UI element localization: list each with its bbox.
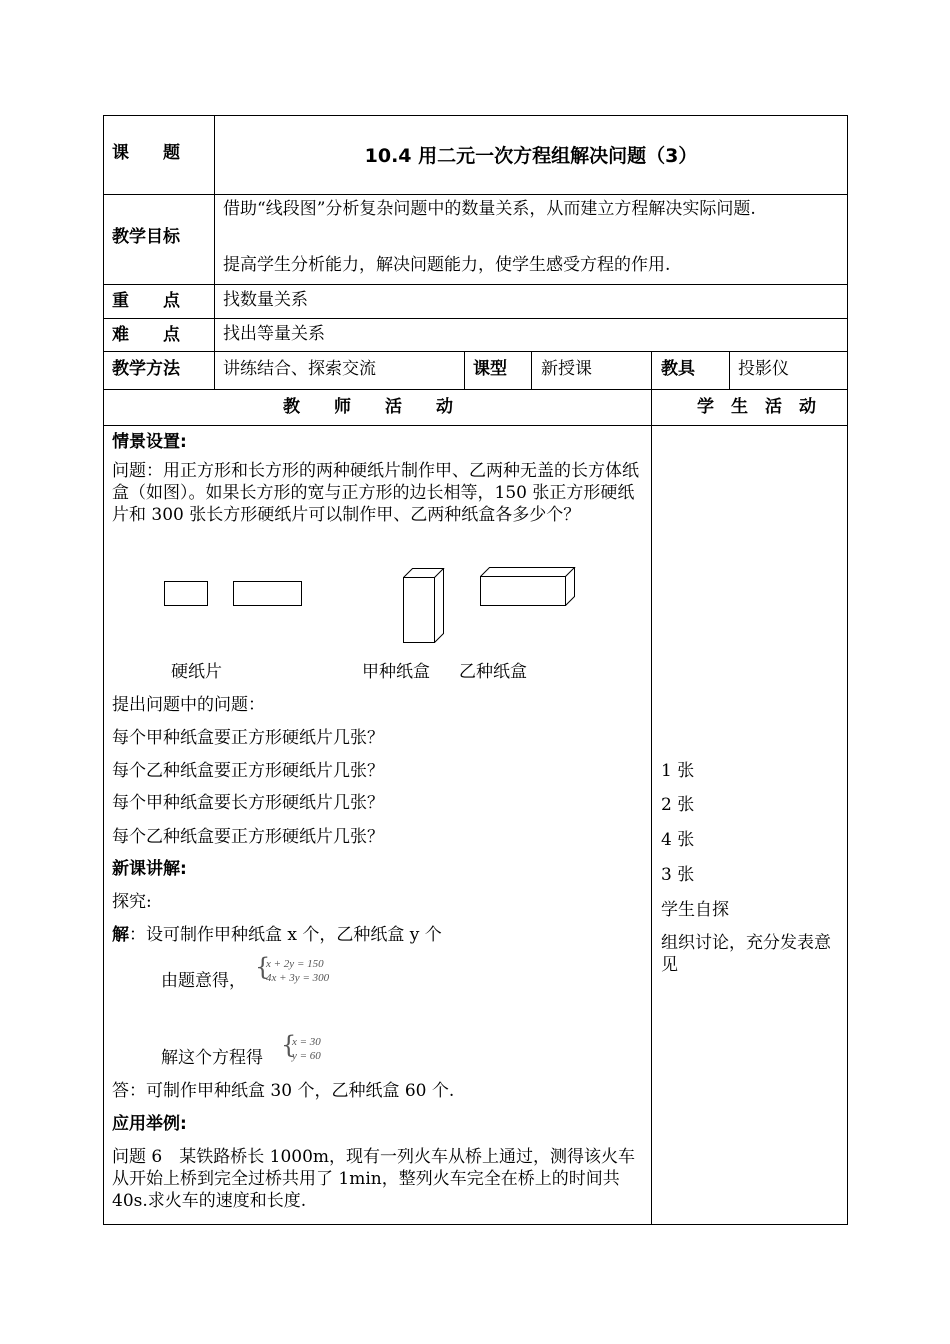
square-card — [165, 582, 208, 606]
solve-label: 解 — [112, 925, 129, 945]
application-heading: 应用举例: — [112, 1114, 187, 1134]
table-border — [464, 351, 465, 390]
rectangle-card — [234, 582, 302, 606]
equation-brace: { — [255, 953, 271, 981]
solution-line — [112, 924, 442, 946]
figure-label-box-a: 甲种纸盒 — [362, 662, 430, 682]
student-answer-4: 3 张 — [661, 865, 695, 885]
table-border — [847, 115, 848, 1225]
table-border — [214, 115, 215, 390]
difficulty-label: 难 点 — [112, 325, 180, 345]
table-border — [103, 425, 848, 426]
equation-1: x + 2y = 150 — [266, 958, 324, 970]
new-lesson-heading: 新课讲解: — [112, 859, 187, 879]
scene-heading: 情景设置: — [112, 432, 187, 452]
goal-label: 教学目标 — [112, 227, 180, 247]
solve-text: ：设可制作甲种纸盒 x 个，乙种纸盒 y 个 — [129, 925, 442, 945]
type-value: 新授课 — [541, 359, 592, 379]
student-self-explore: 学生自探 — [661, 900, 729, 920]
figure-label-cards: 硬纸片 — [171, 662, 222, 682]
box-a-figure — [404, 569, 444, 643]
topic-label: 课 题 — [112, 143, 180, 163]
student-answer-1: 1 张 — [661, 761, 695, 781]
key-value: 找数量关系 — [223, 290, 308, 310]
equation-2: 4x + 3y = 300 — [266, 972, 330, 984]
explore-label: 探究: — [112, 892, 152, 912]
key-label: 重 点 — [112, 291, 180, 311]
question-3: 每个甲种纸盒要长方形硬纸片几张？ — [112, 793, 384, 813]
tool-value: 投影仪 — [738, 359, 789, 379]
type-label: 课型 — [473, 359, 507, 379]
problem-text: 问题：用正方形和长方形的两种硬纸片制作甲、乙两种无盖的长方体纸盒（如图）。如果长方形的宽与正方形的边长相等，150 张正方形硬纸片和 300 张长方形硬纸片可以制作甲、乙两种纸盒各多少个？ — [112, 461, 639, 525]
tool-label: 教具 — [661, 359, 695, 379]
table-border — [103, 1224, 848, 1225]
solution-2: y = 60 — [292, 1050, 321, 1062]
box-figure — [150, 560, 590, 650]
goal-1: 借助“线段图”分析复杂问题中的数量关系，从而建立方程解决实际问题. — [223, 199, 756, 219]
figure-label-box-b: 乙种纸盒 — [459, 662, 527, 682]
table-border — [531, 351, 532, 390]
box-b-figure — [481, 568, 575, 606]
student-column-header: 学 生 活 动 — [697, 397, 816, 417]
solve-eq-text: 解这个方程得 — [161, 1048, 263, 1068]
problem-6: 问题 6 某铁路桥长 1000m，现有一列火车从桥上通过，测得该火车从开始上桥到完全过桥共用了 1min，整列火车完全在桥上的时间共 40s.求火车的速度和长度. — [112, 1147, 636, 1211]
student-discuss: 组织讨论，充分发表意见 — [661, 933, 831, 975]
solution-1: x = 30 — [292, 1036, 321, 1048]
solution-brace: { — [281, 1031, 297, 1059]
question-4: 每个乙种纸盒要正方形硬纸片几张？ — [112, 827, 384, 847]
student-answer-3: 4 张 — [661, 830, 695, 850]
answer-text: 答：可制作甲种纸盒 30 个，乙种纸盒 60 个. — [112, 1081, 455, 1101]
table-border — [729, 351, 730, 390]
table-border — [651, 351, 652, 1225]
table-border — [103, 115, 104, 1225]
method-label: 教学方法 — [112, 359, 180, 379]
ask-intro: 提出问题中的问题： — [112, 695, 265, 715]
question-1: 每个甲种纸盒要正方形硬纸片几张？ — [112, 728, 384, 748]
method-value: 讲练结合、探索交流 — [223, 359, 376, 379]
from-text: 由题意得， — [161, 971, 246, 991]
question-2: 每个乙种纸盒要正方形硬纸片几张？ — [112, 761, 384, 781]
goal-2: 提高学生分析能力，解决问题能力，使学生感受方程的作用. — [223, 255, 671, 275]
teacher-column-header: 教 师 活 动 — [283, 397, 453, 417]
topic-title: 10.4 用二元一次方程组解决问题（3） — [364, 145, 698, 167]
difficulty-value: 找出等量关系 — [223, 324, 325, 344]
student-answer-2: 2 张 — [661, 795, 695, 815]
